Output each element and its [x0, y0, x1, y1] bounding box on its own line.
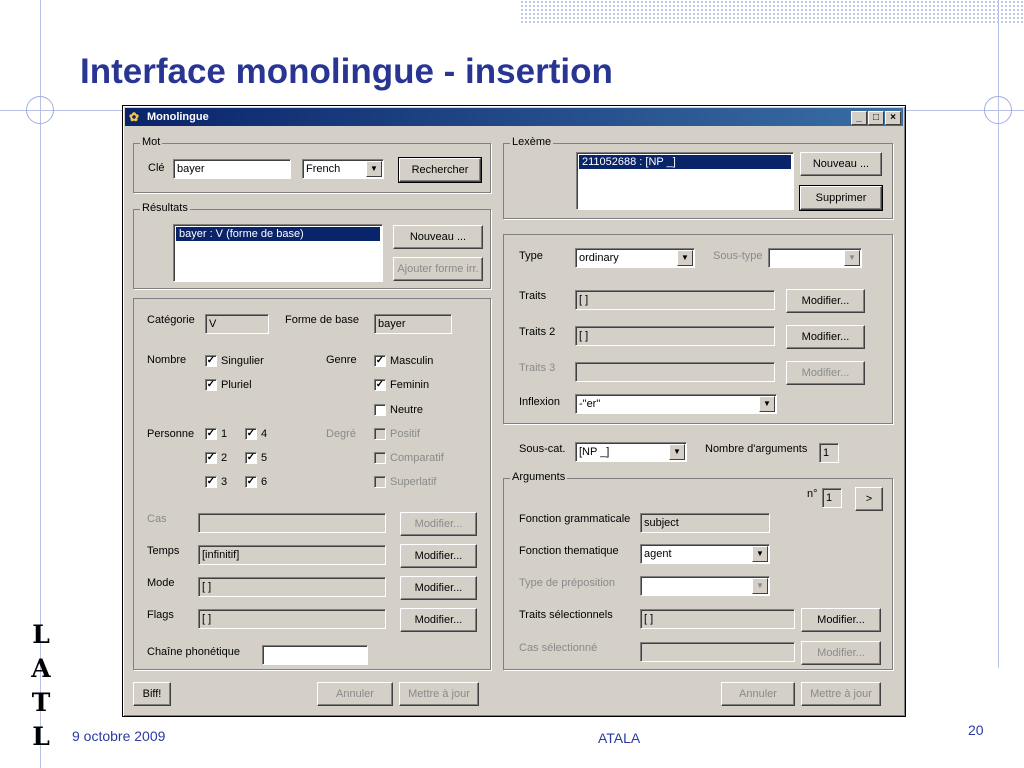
chevron-down-icon[interactable]: ▼ [752, 546, 768, 562]
chevron-down-icon[interactable]: ▼ [366, 161, 382, 177]
mode-label: Mode [147, 577, 175, 589]
traits-sel-label: Traits sélectionnels [519, 609, 613, 621]
annuler-left-button[interactable]: Annuler [317, 682, 393, 706]
n-field: 1 [822, 488, 842, 508]
temps-field: [infinitif] [198, 545, 386, 565]
forme-base-label: Forme de base [285, 314, 359, 326]
superlatif-checkbox[interactable] [374, 476, 386, 488]
personne-checkbox[interactable]: ✓ [206, 428, 216, 439]
nombre-arguments-field: 1 [819, 443, 839, 463]
pluriel-label: Pluriel [221, 379, 252, 391]
positif-label: Positif [390, 428, 420, 440]
personne-label-5: 5 [261, 452, 268, 464]
mot-group-label: Mot [142, 136, 161, 148]
mettre-a-jour-left-button[interactable]: Mettre à jour [399, 682, 479, 706]
type-prep-label: Type de préposition [519, 577, 616, 589]
guide-circle [26, 96, 54, 124]
forme-base-field: bayer [374, 314, 452, 334]
personne-label-1: 1 [221, 428, 228, 440]
cas-sel-field [640, 642, 795, 662]
sous-cat-label: Sous-cat. [519, 443, 566, 455]
masculin-label: Masculin [390, 355, 434, 367]
feminin-label: Feminin [390, 379, 430, 391]
window-titlebar[interactable] [125, 108, 903, 126]
fonction-them-select[interactable] [640, 544, 770, 564]
resultats-list[interactable] [173, 224, 383, 282]
inflexion-select-value: -"er" [579, 398, 601, 410]
mettre-a-jour-right-button[interactable]: Mettre à jour [801, 682, 881, 706]
cas-sel-modifier-button[interactable]: Modifier... [801, 641, 881, 665]
traits3-modifier-button[interactable]: Modifier... [786, 361, 865, 385]
chevron-down-icon[interactable]: ▼ [844, 250, 860, 266]
flags-field: [ ] [198, 609, 386, 629]
chevron-down-icon[interactable]: ▼ [759, 396, 775, 412]
nombre-label: Nombre [147, 354, 187, 366]
chaine-phonetique-input[interactable] [262, 645, 368, 665]
chevron-down-icon[interactable]: ▼ [677, 250, 693, 266]
fonction-gram-label: Fonction grammaticale [519, 513, 631, 525]
n-label: n° [807, 488, 818, 500]
cle-label: Clé [148, 162, 165, 174]
personne-label-4: 4 [261, 428, 268, 440]
comparatif-label: Comparatif [390, 452, 444, 464]
personne-label-6: 6 [261, 476, 268, 488]
comparatif-checkbox[interactable] [374, 452, 386, 464]
sous-cat-select[interactable] [575, 442, 687, 462]
degre-label: Degré [326, 428, 356, 440]
singulier-checkbox[interactable]: ✓ [206, 355, 216, 366]
fonction-them-label: Fonction thematique [519, 545, 619, 557]
cas-label: Cas [147, 513, 167, 525]
monolingue-window [122, 105, 906, 717]
traits3-field [575, 362, 775, 382]
traits-modifier-button[interactable]: Modifier... [786, 289, 865, 313]
sous-type-label: Sous-type [713, 250, 763, 262]
nombre-arguments-label: Nombre d'arguments [705, 443, 808, 455]
slide-date: 9 octobre 2009 [72, 728, 166, 744]
language-select-value: French [306, 163, 341, 175]
traits-sel-modifier-button[interactable]: Modifier... [801, 608, 881, 632]
rechercher-button[interactable]: Rechercher [399, 158, 481, 182]
chaine-phonetique-label: Chaîne phonétique [147, 646, 240, 658]
mode-field: [ ] [198, 577, 386, 597]
inflexion-select[interactable] [575, 394, 777, 414]
language-select[interactable] [302, 159, 384, 179]
superlatif-label: Superlatif [390, 476, 437, 488]
traits-sel-field: [ ] [640, 609, 795, 629]
fonction-them-select-value: agent [644, 548, 672, 560]
list-item[interactable]: bayer : V (forme de base) [176, 227, 380, 241]
flags-modifier-button[interactable]: Modifier... [400, 608, 477, 632]
personne-label-3: 3 [221, 476, 228, 488]
personne-label: Personne [147, 428, 195, 440]
traits3-label: Traits 3 [519, 362, 556, 374]
fonction-gram-field: subject [640, 513, 770, 533]
traits2-field: [ ] [575, 326, 775, 346]
masculin-checkbox[interactable]: ✓ [375, 355, 385, 366]
type-select-value: ordinary [579, 252, 619, 264]
logo-letter: A [31, 654, 51, 683]
personne-checkbox[interactable]: ✓ [206, 452, 216, 463]
ajouter-forme-button[interactable]: Ajouter forme irr. [393, 257, 483, 281]
close-button[interactable]: × [885, 111, 901, 125]
sous-type-select[interactable] [768, 248, 862, 268]
logo-letter: T [31, 688, 51, 717]
cle-input[interactable]: bayer [173, 159, 291, 179]
app-icon: ✿ [129, 110, 140, 124]
lexeme-list[interactable] [576, 152, 794, 210]
logo-letter: L [32, 722, 50, 751]
chevron-down-icon[interactable]: ▼ [752, 578, 768, 594]
personne-checkbox[interactable]: ✓ [246, 452, 256, 463]
cas-field [198, 513, 386, 533]
mode-modifier-button[interactable]: Modifier... [400, 576, 477, 600]
chevron-down-icon[interactable]: ▼ [669, 444, 685, 460]
type-label: Type [519, 250, 543, 262]
neutre-label: Neutre [390, 404, 424, 416]
singulier-label: Singulier [221, 355, 264, 367]
list-item[interactable]: 211052688 : [NP _] [579, 155, 791, 169]
traits-field: [ ] [575, 290, 775, 310]
feminin-checkbox[interactable]: ✓ [375, 379, 385, 390]
page-number: 20 [968, 722, 984, 738]
pluriel-checkbox[interactable]: ✓ [206, 379, 216, 390]
categorie-field: V [205, 314, 269, 334]
neutre-checkbox[interactable] [374, 404, 386, 416]
cas-modifier-button[interactable]: Modifier... [400, 512, 477, 536]
traits2-modifier-button[interactable]: Modifier... [786, 325, 865, 349]
next-argument-button[interactable]: > [855, 487, 883, 511]
type-prep-select[interactable] [640, 576, 770, 596]
supprimer-button[interactable]: Supprimer [800, 186, 882, 210]
biff-button[interactable]: Biff! [133, 682, 171, 706]
dotted-banner [520, 0, 1024, 24]
temps-label: Temps [147, 545, 180, 557]
positif-checkbox[interactable] [374, 428, 386, 440]
minimize-button[interactable]: _ [851, 111, 867, 125]
resultats-nouveau-button[interactable]: Nouveau ... [393, 225, 483, 249]
temps-modifier-button[interactable]: Modifier... [400, 544, 477, 568]
personne-checkbox[interactable]: ✓ [206, 476, 216, 487]
logo-letter: L [32, 620, 50, 649]
inflexion-label: Inflexion [519, 396, 560, 408]
cas-sel-label: Cas sélectionné [519, 642, 598, 654]
guide-circle [984, 96, 1012, 124]
resultats-group-label: Résultats [142, 202, 188, 214]
personne-checkbox[interactable]: ✓ [246, 428, 256, 439]
slide-footer: ATALA [598, 730, 641, 746]
lexeme-group-label: Lexème [512, 136, 552, 148]
traits2-label: Traits 2 [519, 326, 556, 338]
window-title: Monolingue [147, 111, 209, 123]
flags-label: Flags [147, 609, 174, 621]
lexeme-nouveau-button[interactable]: Nouveau ... [800, 152, 882, 176]
personne-checkbox[interactable]: ✓ [246, 476, 256, 487]
personne-label-2: 2 [221, 452, 228, 464]
genre-label: Genre [326, 354, 357, 366]
sous-cat-select-value: [NP _] [579, 446, 610, 458]
annuler-right-button[interactable]: Annuler [721, 682, 795, 706]
categorie-label: Catégorie [147, 314, 195, 326]
maximize-button[interactable]: □ [868, 111, 884, 125]
type-select[interactable] [575, 248, 695, 268]
arguments-group-label: Arguments [512, 471, 566, 483]
slide-title: Interface monolingue - insertion [80, 52, 613, 91]
traits-label: Traits [519, 290, 547, 302]
